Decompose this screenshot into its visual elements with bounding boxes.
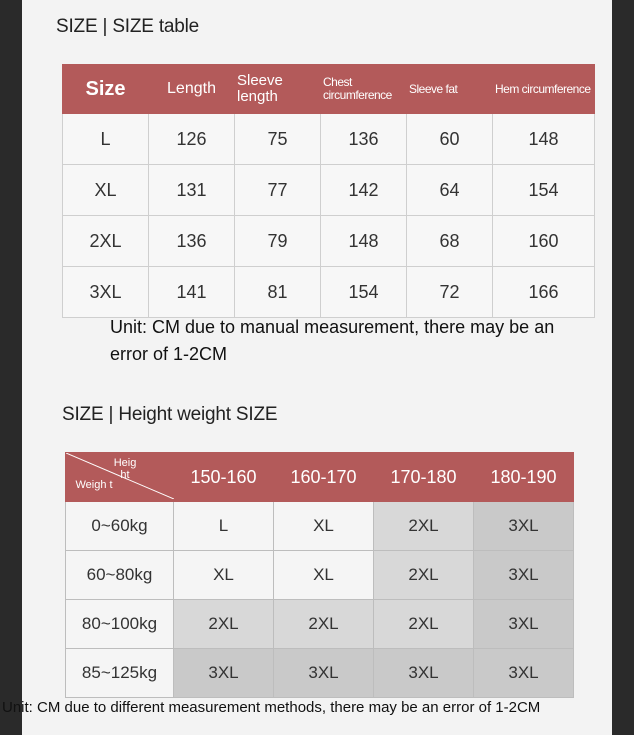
cell-sleeve-length: 77 xyxy=(235,165,321,216)
cell-size: L xyxy=(63,114,149,165)
cell-hem: 154 xyxy=(493,165,595,216)
cell-sleeve-length: 79 xyxy=(235,216,321,267)
height-weight-table xyxy=(65,452,574,698)
cell-size: 2XL xyxy=(63,216,149,267)
header-height-range: 180-190 xyxy=(474,453,574,502)
table-row xyxy=(66,551,574,600)
size-table-title: SIZE | SIZE table xyxy=(56,16,200,37)
cell-size: XL xyxy=(174,551,274,600)
size-table-note: Unit: CM due to manual measurement, there may be an error of 1-2CM xyxy=(110,317,555,364)
corner-cell xyxy=(66,453,174,502)
cell-size: 3XL xyxy=(474,600,574,649)
cell-length: 136 xyxy=(149,216,235,267)
cell-weight: 60~80kg xyxy=(66,551,174,600)
table-row xyxy=(66,600,574,649)
cell-weight: 85~125kg xyxy=(66,649,174,698)
size-chart-page xyxy=(22,0,612,735)
cell-size: XL xyxy=(274,551,374,600)
header-sleeve-fat: Sleeve fat xyxy=(407,65,493,114)
cell-chest: 136 xyxy=(321,114,407,165)
table-row xyxy=(63,267,595,318)
cell-hem: 160 xyxy=(493,216,595,267)
cell-size: 3XL xyxy=(474,502,574,551)
cell-weight: 80~100kg xyxy=(66,600,174,649)
cell-size: 3XL xyxy=(274,649,374,698)
cell-sleeve-fat: 72 xyxy=(407,267,493,318)
cell-length: 126 xyxy=(149,114,235,165)
cell-sleeve-length: 75 xyxy=(235,114,321,165)
header-height-range: 150-160 xyxy=(174,453,274,502)
cell-size: 3XL xyxy=(474,551,574,600)
header-size: Size xyxy=(63,65,149,114)
cell-size: 3XL xyxy=(374,649,474,698)
corner-height-label: Heig ht xyxy=(113,457,137,481)
cell-size: 2XL xyxy=(174,600,274,649)
cell-sleeve-fat: 64 xyxy=(407,165,493,216)
cell-chest: 142 xyxy=(321,165,407,216)
header-chest: Chest circumference xyxy=(321,65,407,114)
cell-chest: 154 xyxy=(321,267,407,318)
header-length: Length xyxy=(149,65,235,114)
corner-weight-label: Weigh t xyxy=(75,479,113,491)
cell-length: 131 xyxy=(149,165,235,216)
table-row xyxy=(66,649,574,698)
cell-sleeve-fat: 60 xyxy=(407,114,493,165)
header-height-range: 160-170 xyxy=(274,453,374,502)
cell-chest: 148 xyxy=(321,216,407,267)
cell-size: XL xyxy=(63,165,149,216)
cell-size: 3XL xyxy=(63,267,149,318)
cell-size: 2XL xyxy=(374,551,474,600)
cell-size: 2XL xyxy=(274,600,374,649)
cell-size: L xyxy=(174,502,274,551)
cell-size: 3XL xyxy=(174,649,274,698)
table-row xyxy=(63,114,595,165)
size-table xyxy=(62,64,595,318)
height-weight-note: Unit: CM due to different measurement methods, there may be an error of 1-2CM xyxy=(2,699,541,716)
cell-length: 141 xyxy=(149,267,235,318)
header-hem: Hem circumference xyxy=(493,65,595,114)
header-sleeve-length: Sleeve length xyxy=(235,65,321,114)
table-row xyxy=(66,502,574,551)
cell-sleeve-length: 81 xyxy=(235,267,321,318)
table-row xyxy=(63,165,595,216)
cell-weight: 0~60kg xyxy=(66,502,174,551)
cell-size: XL xyxy=(274,502,374,551)
table-row xyxy=(63,216,595,267)
cell-sleeve-fat: 68 xyxy=(407,216,493,267)
size-table-header-row xyxy=(63,65,595,114)
cell-size: 2XL xyxy=(374,502,474,551)
cell-size: 3XL xyxy=(474,649,574,698)
cell-hem: 166 xyxy=(493,267,595,318)
cell-size: 2XL xyxy=(374,600,474,649)
header-height-range: 170-180 xyxy=(374,453,474,502)
cell-hem: 148 xyxy=(493,114,595,165)
height-weight-header-row xyxy=(66,453,574,502)
height-weight-title: SIZE | Height weight SIZE xyxy=(62,404,278,425)
